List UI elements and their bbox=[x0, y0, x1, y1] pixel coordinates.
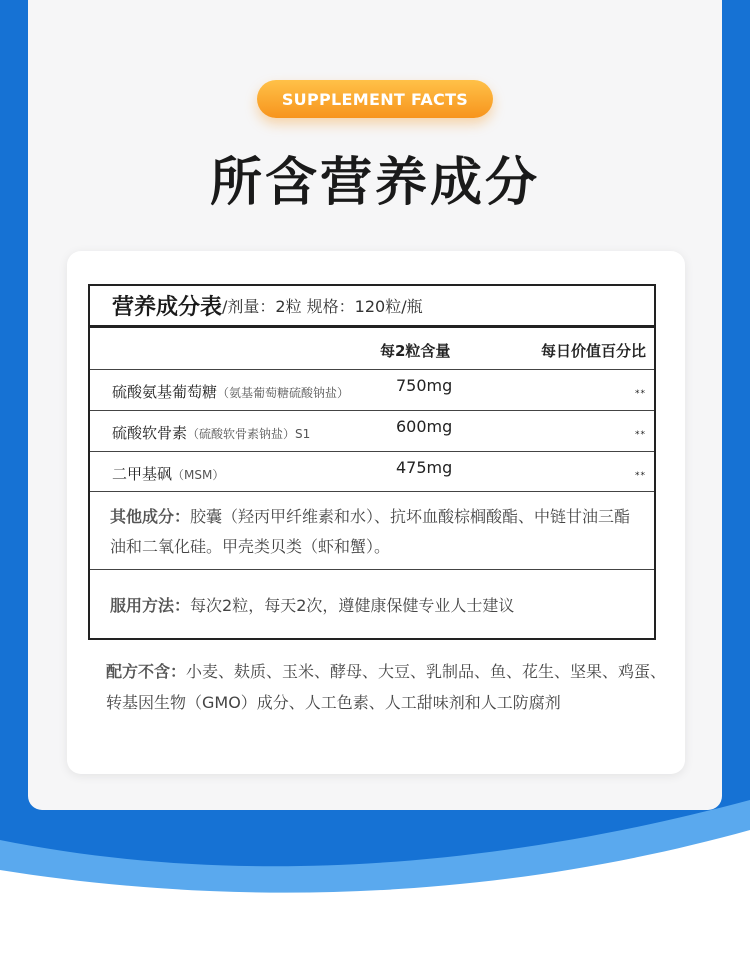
ingredient-name: 硫酸软骨素（硫酸软骨素钠盐）S1 bbox=[112, 424, 311, 442]
column-header-row bbox=[90, 328, 654, 370]
facts-subheading: /剂量：2粒 规格：120粒/瓶 bbox=[222, 297, 423, 316]
column-header-amount: 每2粒含量 bbox=[380, 342, 451, 360]
facts-header bbox=[90, 286, 654, 328]
table-row bbox=[90, 370, 654, 411]
nutrition-facts-table bbox=[88, 284, 656, 640]
supplement-facts-badge: SUPPLEMENT FACTS bbox=[257, 80, 493, 118]
table-row bbox=[90, 452, 654, 492]
other-ingredients-text: 胶囊（羟丙甲纤维素和水）、抗坏血酸棕榈酸酯、中链甘油三酯油和二氧化硅。甲壳类贝类（虾和蟹）。 bbox=[110, 507, 631, 556]
usage-label: 服用方法： bbox=[110, 596, 191, 615]
table-row bbox=[90, 411, 654, 452]
ingredient-name: 二甲基砜（MSM） bbox=[112, 465, 225, 483]
ingredient-note: （硫酸软骨素钠盐）S1 bbox=[187, 427, 311, 441]
usage-directions bbox=[90, 591, 654, 621]
ingredient-daily-value: ** bbox=[635, 389, 646, 399]
excludes-label: 配方不含： bbox=[106, 662, 187, 681]
other-ingredients bbox=[90, 502, 654, 570]
usage-text: 每次2粒，每天2次，遵健康保健专业人士建议 bbox=[190, 596, 515, 615]
ingredient-amount: 750mg bbox=[396, 376, 453, 395]
excludes-text: 小麦、麸质、玉米、酵母、大豆、乳制品、鱼、花生、坚果、鸡蛋、转基因生物（GMO）成分、人工色素、人工甜味剂和人工防腐剂 bbox=[106, 662, 667, 712]
ingredient-daily-value: ** bbox=[635, 430, 646, 440]
ingredient-amount: 600mg bbox=[396, 417, 453, 436]
column-header-daily-value: 每日价值百分比 bbox=[540, 342, 646, 360]
other-ingredients-label: 其他成分： bbox=[110, 507, 191, 526]
ingredient-note: （氨基葡萄糖硫酸钠盐） bbox=[217, 386, 350, 400]
page-title: 所含营养成分 bbox=[209, 153, 540, 213]
formula-excludes bbox=[106, 656, 672, 718]
ingredient-note: （MSM） bbox=[172, 468, 225, 482]
facts-heading: 营养成分表 bbox=[112, 295, 223, 320]
ingredient-daily-value: ** bbox=[635, 471, 646, 481]
ingredient-name: 硫酸氨基葡萄糖（氨基葡萄糖硫酸钠盐） bbox=[112, 383, 350, 401]
ingredient-amount: 475mg bbox=[396, 458, 453, 477]
